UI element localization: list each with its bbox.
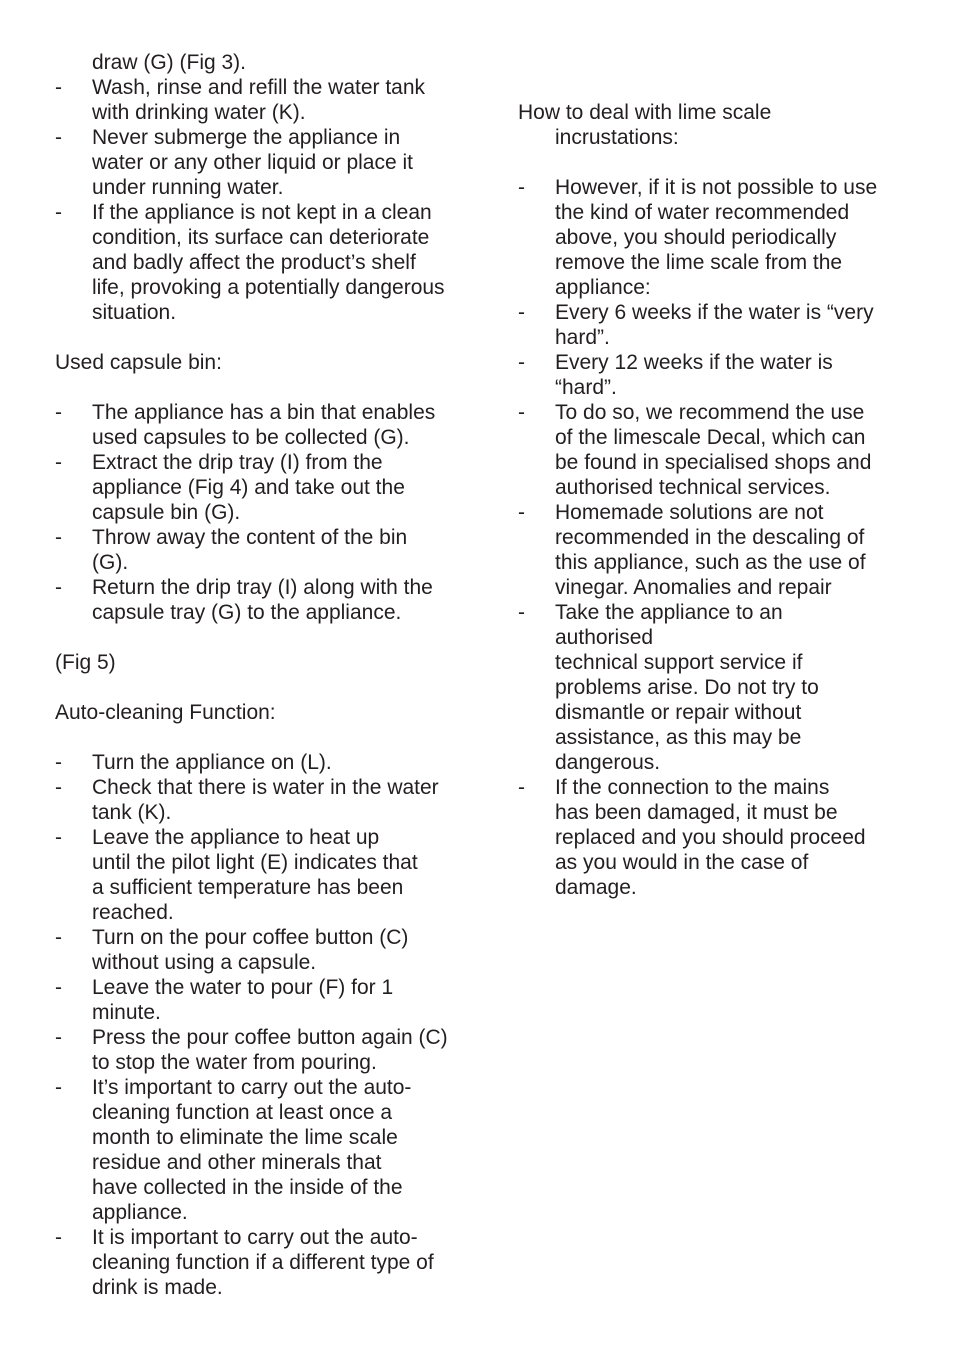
right-column xyxy=(518,50,908,900)
section-heading-capsule-bin: Used capsule bin: xyxy=(55,351,222,374)
list-item: - The appliance has a bin that enables used capsules to be collected (G). xyxy=(55,400,480,450)
list-item: - Return the drip tray (I) along with the capsule tray (G) to the appliance. xyxy=(55,575,480,625)
capsule-bin-list xyxy=(55,400,480,625)
list-item: - Check that there is water in the water tank (K). xyxy=(55,775,480,825)
list-item: - Homemade solutions are not recommended in the descaling of this appliance, such as the use of vinegar. Anomalies and repair xyxy=(518,500,908,600)
list-item: - However, if it is not possible to use the kind of water recommended above, you should periodically remove the lime scale from the appliance: xyxy=(518,175,908,300)
lime-scale-list xyxy=(518,175,908,900)
list-item: - Leave the water to pour (F) for 1 minute. xyxy=(55,975,480,1025)
list-item: - Take the appliance to an authorised technical support service if problems arise. Do not try to dismantle or repair without assistance, as this may be dangerous. xyxy=(518,600,908,775)
list-item: - Every 12 weeks if the water is “hard”. xyxy=(518,350,908,400)
list-item: - It is important to carry out the auto- cleaning function if a different type of drink is made. xyxy=(55,1225,480,1300)
list-item: - To do so, we recommend the use of the limescale Decal, which can be found in specialised shops and authorised technical services. xyxy=(518,400,908,500)
list-item: - Leave the appliance to heat up until the pilot light (E) indicates that a sufficient temperature has been reached. xyxy=(55,825,480,925)
spacer xyxy=(518,50,908,100)
section-heading-auto-cleaning: Auto-cleaning Function: xyxy=(55,701,276,724)
list-item: - Throw away the content of the bin (G). xyxy=(55,525,480,575)
list-item: - If the connection to the mains has been damaged, it must be replaced and you should proceed as you would in the case of damage. xyxy=(518,775,908,900)
list-item: - Every 6 weeks if the water is “very hard”. xyxy=(518,300,908,350)
list-item: - If the appliance is not kept in a clean condition, its surface can deteriorate and badly affect the product’s shelf life, provoking a potentially dangerous situation. xyxy=(55,200,480,325)
list-item: - Turn on the pour coffee button (C) without using a capsule. xyxy=(55,925,480,975)
cleaning-steps-list xyxy=(55,75,480,325)
left-column xyxy=(55,50,480,1300)
list-item: - Wash, rinse and refill the water tank with drinking water (K). xyxy=(55,75,480,125)
figure-reference: (Fig 5) xyxy=(55,651,116,674)
list-item: - Press the pour coffee button again (C) to stop the water from pouring. xyxy=(55,1025,480,1075)
list-item: - Never submerge the appliance in water or any other liquid or place it under running water. xyxy=(55,125,480,200)
list-item: - It’s important to carry out the auto- cleaning function at least once a month to eliminate the lime scale residue and other minerals that have collected in the inside of the appliance. xyxy=(55,1075,480,1225)
list-item: - Turn the appliance on (L). xyxy=(55,750,480,775)
list-item: - Extract the drip tray (I) from the appliance (Fig 4) and take out the capsule bin (G). xyxy=(55,450,480,525)
continuation-text: draw (G) (Fig 3). xyxy=(92,51,247,74)
auto-cleaning-list xyxy=(55,750,480,1300)
section-heading-lime-scale: How to deal with lime scale incrustations: xyxy=(518,101,772,149)
